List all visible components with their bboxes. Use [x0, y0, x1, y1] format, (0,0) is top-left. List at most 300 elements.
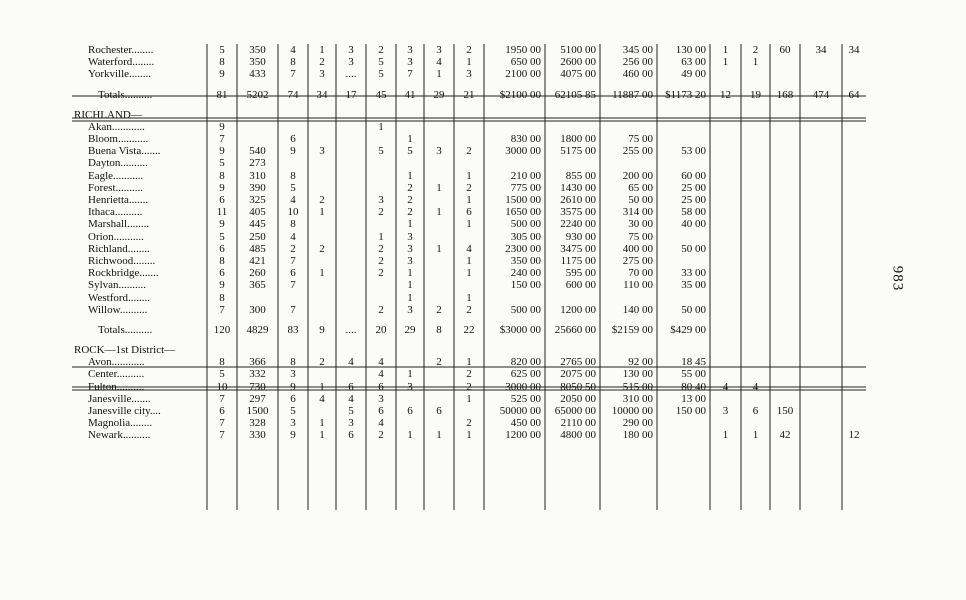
table-cell: 1: [466, 429, 472, 442]
table-cell: 2: [466, 44, 472, 56]
table-cell: [842, 218, 866, 230]
table-cell: [657, 429, 710, 441]
table-row: [72, 368, 866, 380]
table-cell: 1: [407, 279, 413, 292]
table-cell: [842, 182, 866, 194]
table-cell: [770, 292, 800, 304]
table-cell: [741, 255, 770, 267]
table-cell: 2610 00: [560, 194, 596, 207]
table-cell: 297: [249, 392, 266, 405]
page-number: 983: [889, 265, 906, 292]
table-cell: 325: [249, 194, 266, 207]
table-cell: [770, 323, 800, 337]
table-cell: [336, 304, 366, 316]
table-row: [72, 405, 866, 417]
row-label: Magnolia........: [88, 417, 153, 430]
table-cell: 3: [407, 303, 413, 316]
table-cell: 75 00: [628, 133, 653, 146]
table-cell: 3: [348, 417, 354, 430]
table-cell: 92 00: [628, 356, 653, 369]
table-cell: 180 00: [622, 429, 653, 442]
row-label: Fulton..........: [88, 380, 145, 393]
table-cell: [710, 133, 741, 145]
row-label: Newark..........: [88, 429, 151, 442]
table-cell: 474: [812, 88, 830, 101]
table-cell: [366, 218, 396, 230]
table-cell: 9: [219, 218, 225, 231]
table-cell: [336, 170, 366, 182]
table-cell: 25 00: [681, 194, 706, 207]
table-cell: 5: [378, 68, 384, 81]
table-cell: [336, 368, 366, 380]
school-statistics-table: [72, 44, 866, 442]
table-cell: 60 00: [681, 169, 706, 182]
table-cell: [308, 279, 336, 291]
table-cell: [710, 279, 741, 291]
table-cell: [424, 417, 454, 429]
table-cell: 6: [219, 194, 225, 207]
table-cell: 366: [249, 356, 266, 369]
table-cell: 6: [436, 405, 442, 418]
table-cell: [842, 417, 866, 429]
table-cell: 2: [378, 429, 384, 442]
table-cell: 275 00: [622, 255, 653, 268]
table-cell: [454, 231, 484, 243]
table-cell: 5: [290, 181, 296, 194]
table-cell: 4: [319, 392, 325, 405]
table-cell: 314 00: [622, 206, 653, 219]
table-cell: 2765 00: [560, 356, 596, 369]
table-cell: [454, 279, 484, 291]
table-cell: [545, 121, 600, 133]
row-label: Marshall........: [88, 218, 150, 231]
row-label: Orion...........: [88, 230, 144, 243]
table-cell: [657, 121, 710, 133]
table-cell: 250: [249, 230, 266, 243]
table-cell: 6: [219, 267, 225, 280]
table-cell: 210 00: [510, 169, 541, 182]
table-row: [72, 121, 866, 133]
table-cell: [800, 218, 842, 230]
table-cell: [657, 292, 710, 304]
table-row: [72, 182, 866, 194]
table-cell: 41: [404, 88, 416, 101]
row-label: Totals..........: [98, 323, 153, 336]
table-cell: [741, 218, 770, 230]
table-cell: 1: [466, 392, 472, 405]
table-cell: 3: [722, 405, 729, 418]
table-cell: [424, 157, 454, 169]
table-cell: 40 00: [681, 218, 706, 231]
totals-row: [72, 88, 866, 102]
table-row: [72, 292, 866, 304]
table-cell: 3: [378, 194, 384, 207]
table-cell: 34: [316, 88, 328, 101]
table-cell: 350 00: [510, 255, 541, 268]
row-label: Eagle...........: [88, 169, 144, 182]
table-cell: 345 00: [622, 44, 653, 56]
table-cell: [800, 121, 842, 133]
table-cell: 1175 00: [560, 255, 596, 268]
table-cell: 12: [848, 429, 860, 442]
row-label: Forest..........: [88, 181, 143, 194]
table-cell: [278, 292, 308, 304]
table-cell: 8: [219, 356, 225, 369]
table-cell: 4: [466, 242, 472, 255]
table-cell: 9: [290, 429, 296, 442]
table-cell: 4075 00: [560, 68, 596, 81]
table-cell: 8050 50: [560, 380, 596, 393]
table-cell: [800, 157, 842, 169]
table-cell: 7: [290, 279, 296, 292]
table-cell: [800, 56, 842, 68]
table-cell: $2100 00: [499, 88, 541, 101]
table-cell: [336, 218, 366, 230]
section-spacer: [72, 81, 866, 88]
table-cell: 4: [348, 392, 354, 405]
table-cell: 1: [319, 380, 325, 393]
table-cell: [741, 356, 770, 368]
table-cell: 4: [722, 380, 729, 393]
table-cell: [657, 133, 710, 145]
table-cell: [396, 417, 424, 429]
table-cell: [710, 393, 741, 405]
table-cell: 305 00: [510, 230, 541, 243]
table-cell: 33 00: [681, 267, 706, 280]
table-cell: 4: [348, 356, 354, 369]
table-cell: 7: [290, 255, 296, 268]
table-cell: [710, 231, 741, 243]
table-cell: 64: [848, 88, 860, 101]
table-cell: 5: [348, 405, 354, 418]
table-cell: 255 00: [622, 145, 653, 158]
table-cell: 5: [290, 405, 296, 418]
table-cell: [800, 133, 842, 145]
table-cell: 2: [319, 356, 325, 369]
table-cell: 300: [249, 303, 266, 316]
table-cell: [741, 231, 770, 243]
table-cell: 42: [779, 429, 791, 442]
table-cell: 8: [219, 56, 225, 69]
table-cell: [424, 267, 454, 279]
table-cell: 49 00: [681, 68, 706, 81]
table-row: [72, 429, 866, 441]
table-cell: 19: [750, 88, 761, 101]
table-cell: [710, 194, 741, 206]
table-cell: 4: [378, 368, 384, 381]
table-cell: [770, 231, 800, 243]
row-label: Richwood........: [88, 255, 156, 268]
table-cell: 65000 00: [554, 405, 596, 418]
table-cell: 1800 00: [560, 133, 596, 146]
table-cell: [336, 182, 366, 194]
table-cell: 1: [407, 291, 413, 304]
table-cell: 70 00: [628, 267, 653, 280]
table-cell: [770, 68, 800, 80]
table-cell: 6: [290, 133, 296, 146]
table-cell: [710, 417, 741, 429]
table-cell: 2110 00: [560, 417, 596, 430]
table-cell: 1200 00: [505, 429, 541, 442]
table-cell: 1: [378, 120, 384, 133]
table-cell: 330: [249, 429, 266, 442]
table-cell: 55 00: [681, 368, 706, 381]
row-label: Avon............: [88, 356, 145, 369]
table-cell: [741, 194, 770, 206]
table-cell: 30 00: [628, 218, 653, 231]
table-cell: 6: [466, 206, 472, 219]
row-label: Totals..........: [98, 88, 153, 101]
table-cell: [800, 231, 842, 243]
table-cell: [842, 243, 866, 255]
row-label: Dayton..........: [88, 157, 148, 170]
table-cell: [842, 56, 866, 68]
table-cell: 595 00: [565, 267, 596, 280]
table-cell: 5: [219, 44, 225, 56]
section-name: ROCK—1st District—: [74, 344, 176, 357]
table-row: [72, 194, 866, 206]
table-cell: 2: [466, 181, 472, 194]
table-cell: 2: [378, 242, 384, 255]
table-cell: [800, 68, 842, 80]
table-cell: [710, 304, 741, 316]
table-cell: 2: [466, 417, 472, 430]
table-cell: [484, 121, 545, 133]
table-cell: [842, 405, 866, 417]
table-cell: $429 00: [670, 323, 706, 336]
table-cell: [237, 292, 278, 304]
table-cell: [741, 292, 770, 304]
table-cell: 1500 00: [505, 194, 541, 207]
table-cell: [770, 121, 800, 133]
table-cell: 58 00: [681, 206, 706, 219]
table-cell: [657, 417, 710, 429]
table-cell: 365: [249, 279, 266, 292]
section-spacer: [72, 337, 866, 344]
table-cell: 9: [290, 145, 296, 158]
table-cell: 75 00: [628, 230, 653, 243]
table-cell: [336, 157, 366, 169]
table-cell: [741, 170, 770, 182]
table-cell: 5: [219, 368, 225, 381]
table-cell: 1: [466, 267, 472, 280]
row-label: Sylvan..........: [88, 279, 147, 292]
table-cell: [800, 255, 842, 267]
table-cell: 930 00: [565, 230, 596, 243]
table-cell: 8: [436, 323, 442, 336]
table-cell: [770, 393, 800, 405]
table-cell: [278, 121, 308, 133]
table-cell: [484, 292, 545, 304]
table-row: [72, 44, 866, 56]
table-cell: 62105 85: [554, 88, 596, 101]
table-cell: 328: [249, 417, 266, 430]
table-cell: 10: [287, 206, 299, 219]
table-cell: 5100 00: [560, 44, 596, 56]
table-cell: 1430 00: [560, 181, 596, 194]
table-cell: 83: [287, 323, 299, 336]
table-cell: [396, 393, 424, 405]
table-row: [72, 267, 866, 279]
table-cell: 4: [436, 56, 442, 69]
table-cell: 1: [436, 429, 442, 442]
table-row: [72, 56, 866, 68]
table-cell: [741, 206, 770, 218]
table-cell: [424, 393, 454, 405]
table-cell: 8: [219, 291, 225, 304]
table-cell: [842, 206, 866, 218]
table-cell: [770, 279, 800, 291]
table-cell: [800, 393, 842, 405]
table-cell: [336, 133, 366, 145]
table-cell: 4800 00: [560, 429, 596, 442]
table-cell: 1: [436, 242, 442, 255]
table-cell: 1: [319, 417, 325, 430]
row-label: Bloom...........: [88, 133, 149, 146]
table-cell: 1: [378, 230, 384, 243]
table-cell: 5: [378, 56, 384, 69]
table-cell: 7: [219, 429, 225, 442]
table-cell: [842, 356, 866, 368]
table-cell: [336, 292, 366, 304]
table-cell: 820 00: [510, 356, 541, 369]
table-cell: 2: [407, 206, 413, 219]
table-cell: 3: [319, 68, 325, 81]
table-cell: 1200 00: [560, 303, 596, 316]
table-cell: [454, 405, 484, 417]
table-cell: [545, 157, 600, 169]
table-cell: [366, 157, 396, 169]
table-cell: [657, 255, 710, 267]
table-cell: 130 00: [675, 44, 706, 56]
table-cell: [710, 368, 741, 380]
row-label: Waterford........: [88, 56, 155, 69]
table-cell: 110 00: [623, 279, 653, 292]
table-cell: 2: [378, 206, 384, 219]
table-cell: 2075 00: [560, 368, 596, 381]
table-cell: 11887 00: [612, 88, 653, 101]
table-cell: [741, 267, 770, 279]
table-cell: [308, 170, 336, 182]
table-cell: 60: [779, 44, 791, 56]
table-row: [72, 255, 866, 267]
table-cell: 1650 00: [505, 206, 541, 219]
table-cell: 80 40: [681, 380, 706, 393]
table-cell: 421: [249, 255, 266, 268]
table-cell: [600, 121, 657, 133]
table-cell: 6: [219, 405, 225, 418]
table-cell: $1173 20: [665, 88, 706, 101]
table-cell: [770, 368, 800, 380]
table-cell: [770, 381, 800, 393]
table-cell: 240 00: [510, 267, 541, 280]
table-cell: 1: [319, 267, 325, 280]
table-cell: 310 00: [622, 392, 653, 405]
table-cell: 81: [216, 88, 228, 101]
table-row: [72, 206, 866, 218]
table-cell: [741, 133, 770, 145]
table-cell: 9: [290, 380, 296, 393]
table-cell: 4829: [246, 323, 269, 336]
table-cell: [800, 292, 842, 304]
table-cell: 2600 00: [560, 56, 596, 69]
table-cell: 1: [466, 218, 472, 231]
table-cell: 20: [375, 323, 387, 336]
table-cell: 5202: [246, 88, 269, 101]
table-cell: [308, 231, 336, 243]
table-cell: 8: [219, 169, 225, 182]
table-cell: [770, 206, 800, 218]
table-cell: 9: [319, 323, 325, 336]
table-cell: 775 00: [510, 181, 541, 194]
table-row: [72, 279, 866, 291]
table-cell: [741, 243, 770, 255]
table-cell: 6: [219, 242, 225, 255]
table-cell: 6: [348, 429, 354, 442]
row-label: Ithaca..........: [88, 206, 143, 219]
table-cell: 9: [219, 68, 225, 81]
table-cell: [842, 292, 866, 304]
table-cell: 2: [466, 380, 472, 393]
table-cell: 13 00: [681, 392, 706, 405]
table-cell: 2: [319, 56, 325, 69]
table-cell: [800, 356, 842, 368]
table-cell: [842, 170, 866, 182]
table-cell: [770, 182, 800, 194]
table-cell: 10000 00: [611, 405, 653, 418]
table-cell: [424, 292, 454, 304]
table-cell: 445: [249, 218, 266, 231]
table-cell: 2100 00: [505, 68, 541, 81]
table-cell: [336, 121, 366, 133]
table-cell: [800, 194, 842, 206]
table-cell: [600, 157, 657, 169]
table-cell: 3000 00: [505, 380, 541, 393]
table-cell: [842, 157, 866, 169]
row-label: Richland........: [88, 242, 150, 255]
table-cell: [237, 121, 278, 133]
table-row: [72, 218, 866, 230]
table-cell: 65 00: [628, 181, 653, 194]
table-cell: 45: [375, 88, 387, 101]
table-cell: [484, 157, 545, 169]
table-row: [72, 381, 866, 393]
table-cell: [741, 323, 770, 337]
table-cell: 7: [290, 68, 296, 81]
table-cell: 7: [219, 133, 225, 146]
row-label: Janesville city....: [88, 405, 161, 418]
table-cell: [842, 381, 866, 393]
table-cell: 1: [466, 255, 472, 268]
table-cell: 460 00: [622, 68, 653, 81]
table-cell: [710, 323, 741, 337]
table-cell: [454, 121, 484, 133]
table-row: [72, 393, 866, 405]
table-cell: 8: [290, 169, 296, 182]
table-cell: [741, 393, 770, 405]
totals-row: [72, 323, 866, 337]
table-cell: [710, 68, 741, 80]
table-row: [72, 133, 866, 145]
table-cell: 3: [290, 417, 296, 430]
table-cell: [710, 145, 741, 157]
table-cell: 6: [752, 405, 759, 418]
table-cell: [842, 393, 866, 405]
table-cell: 4: [752, 380, 759, 393]
table-cell: 2050 00: [560, 392, 596, 405]
table-cell: [842, 133, 866, 145]
section-heading: [72, 109, 866, 121]
